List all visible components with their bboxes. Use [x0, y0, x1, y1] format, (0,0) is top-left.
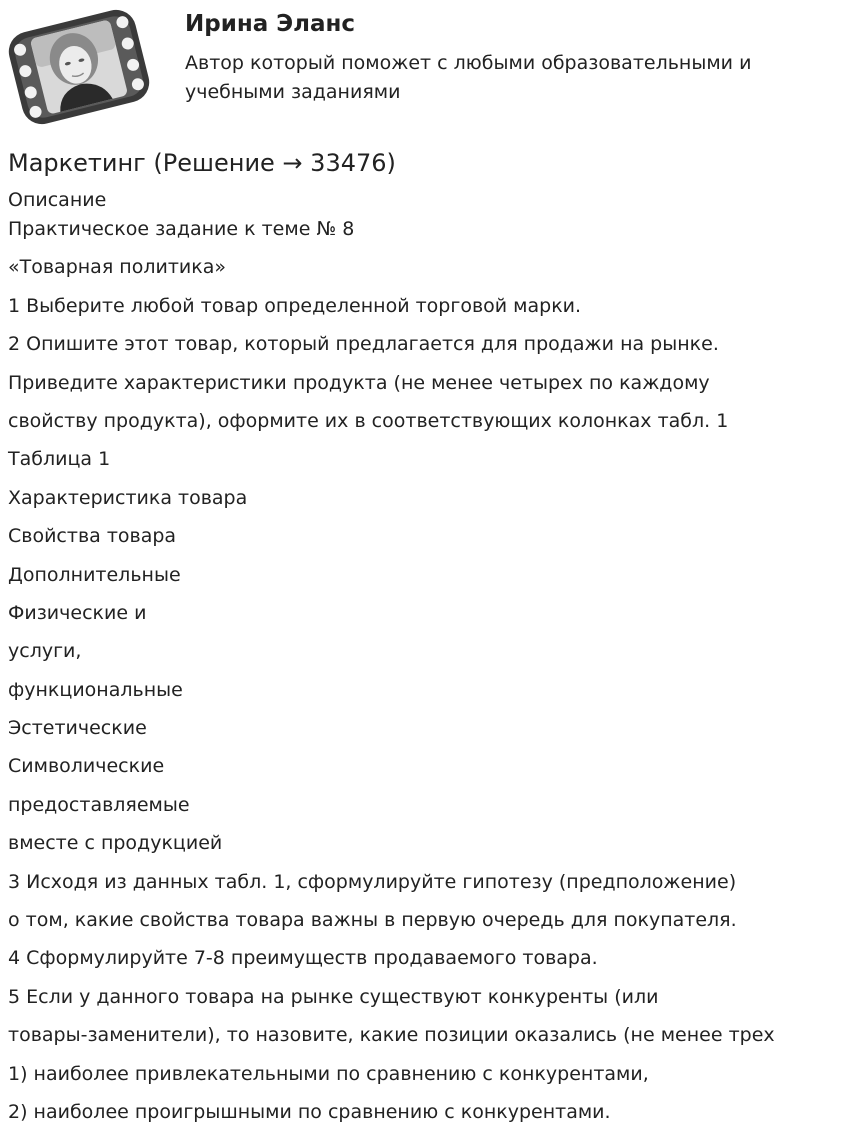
- text-line: свойству продукта), оформите их в соответствующих колонках табл. 1: [8, 409, 729, 432]
- text-line: 2 Опишите этот товар, который предлагается для продажи на рынке.: [8, 333, 719, 356]
- description-text: [8, 210, 838, 1131]
- text-line: Свойства товара: [8, 525, 177, 548]
- text-line: Таблица 1: [8, 448, 111, 471]
- text-line: 5 Если у данного товара на рынке существуют конкуренты (или: [8, 985, 659, 1008]
- text-line: о том, какие свойства товара важны в первую очередь для покупателя.: [8, 909, 737, 932]
- text-line: товары-заменители), то назовите, какие позиции оказались (не менее трех: [8, 1024, 775, 1047]
- text-line: 4 Сформулируйте 7-8 преимуществ продаваемого товара.: [8, 947, 598, 970]
- text-line: 1) наиболее привлекательными по сравнению с конкурентами,: [8, 1062, 649, 1085]
- text-line: Практическое задание к теме № 8: [8, 218, 355, 240]
- text-line: Дополнительные: [8, 563, 181, 586]
- text-line: услуги,: [8, 640, 82, 663]
- author-name: Ирина Эланс: [185, 11, 356, 37]
- text-line: 1 Выберите любой товар определенной торговой марки.: [8, 294, 582, 317]
- text-line: 3 Исходя из данных табл. 1, сформулируйте гипотезу (предположение): [8, 870, 737, 893]
- document-title: Маркетинг (Решение → 33476): [8, 149, 396, 177]
- text-line: Приведите характеристики продукта (не менее четырех по каждому: [8, 371, 710, 394]
- text-line: вместе с продукцией: [8, 832, 223, 855]
- text-line: предоставляемые: [8, 793, 190, 816]
- text-line: «Товарная политика»: [8, 256, 226, 279]
- text-line: Эстетические: [8, 717, 147, 740]
- author-header: [0, 0, 847, 130]
- text-line: Характеристика товара: [8, 486, 248, 509]
- text-line: Физические и: [8, 601, 147, 624]
- author-description: Автор который поможет с любыми образовательными и учебными заданиями: [185, 52, 752, 103]
- section-label-description: Описание: [8, 189, 107, 211]
- text-line: Символические: [8, 755, 165, 778]
- author-avatar: [6, 6, 152, 128]
- text-line: 2) наиболее проигрышными по сравнению с конкурентами.: [8, 1100, 611, 1123]
- text-line: функциональные: [8, 678, 183, 701]
